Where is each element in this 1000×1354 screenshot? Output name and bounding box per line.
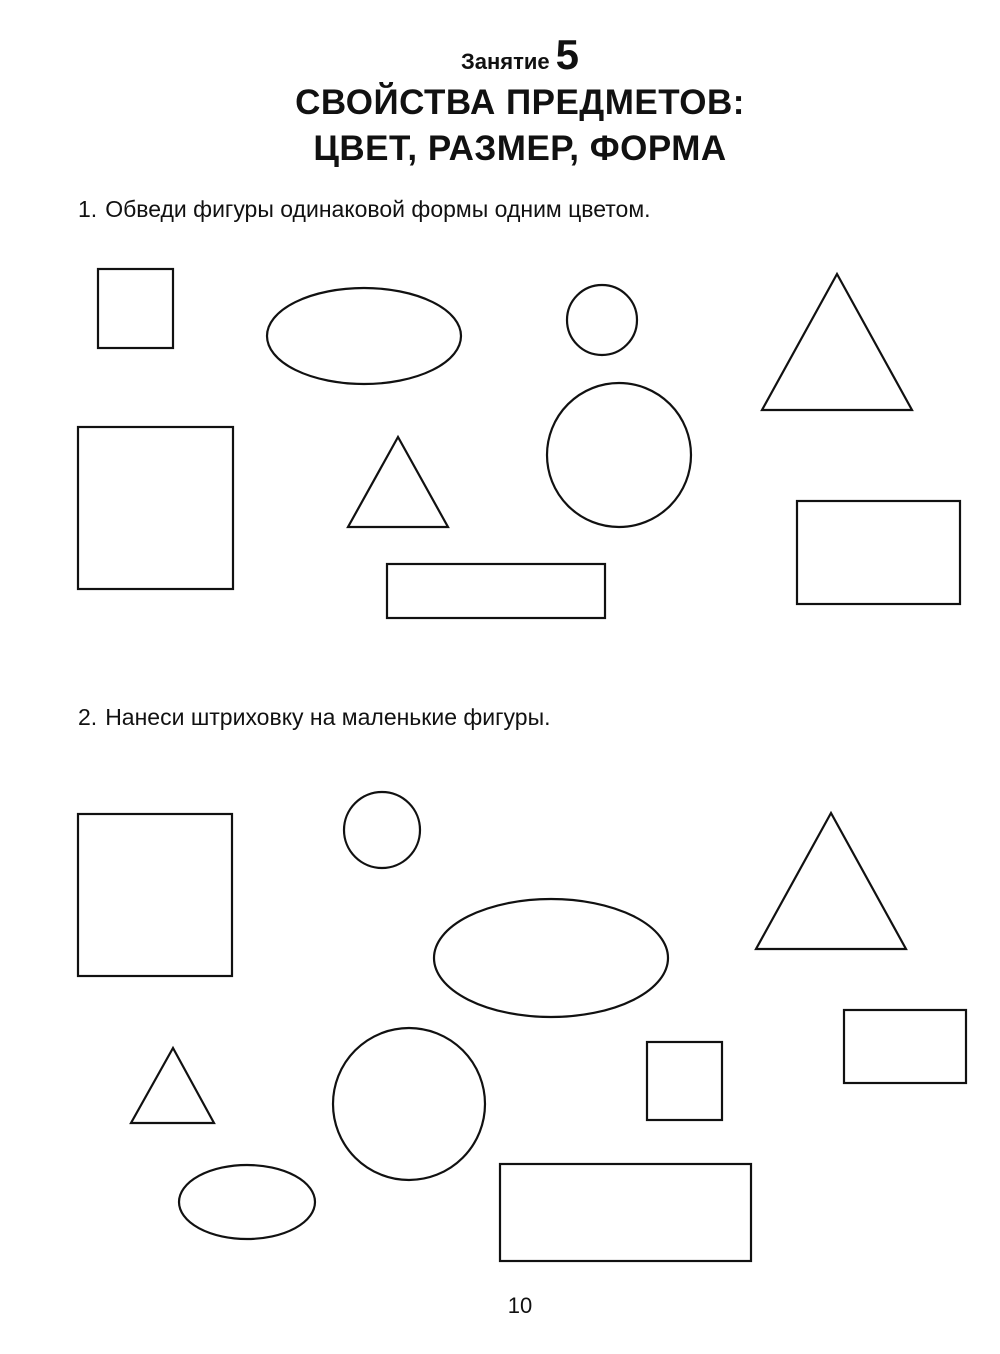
large-square: [78, 814, 232, 976]
task-1-text: Обведи фигуры одинаковой формы одним цветом.: [105, 196, 651, 222]
task-1-number: 1.: [78, 196, 98, 222]
small-square: [98, 269, 173, 348]
large-triangle: [762, 274, 912, 410]
task-2-number: 2.: [78, 704, 98, 730]
large-oval: [434, 899, 668, 1017]
medium-rectangle: [797, 501, 960, 604]
small-triangle: [348, 437, 448, 527]
small-circle: [344, 792, 420, 868]
task-2-figures: [78, 792, 966, 1261]
task-1-figures: [78, 269, 960, 618]
small-square: [647, 1042, 722, 1120]
small-circle: [567, 285, 637, 355]
large-circle: [333, 1028, 485, 1180]
lesson-word: Занятие: [460, 49, 550, 74]
long-rectangle: [387, 564, 605, 618]
small-triangle: [131, 1048, 214, 1123]
title-line-1: СВОЙСТВА ПРЕДМЕТОВ:: [295, 83, 745, 122]
page-number: 10: [507, 1293, 533, 1318]
title-line-2: ЦВЕТ, РАЗМЕР, ФОРМА: [313, 129, 727, 168]
small-rectangle: [844, 1010, 966, 1083]
task-2-text: Нанеси штриховку на маленькие фигуры.: [105, 704, 551, 730]
small-oval: [179, 1165, 315, 1239]
large-square: [78, 427, 233, 589]
lesson-number: 5: [555, 31, 580, 78]
large-triangle: [756, 813, 906, 949]
large-circle: [547, 383, 691, 527]
large-rectangle: [500, 1164, 751, 1261]
large-oval: [267, 288, 461, 384]
